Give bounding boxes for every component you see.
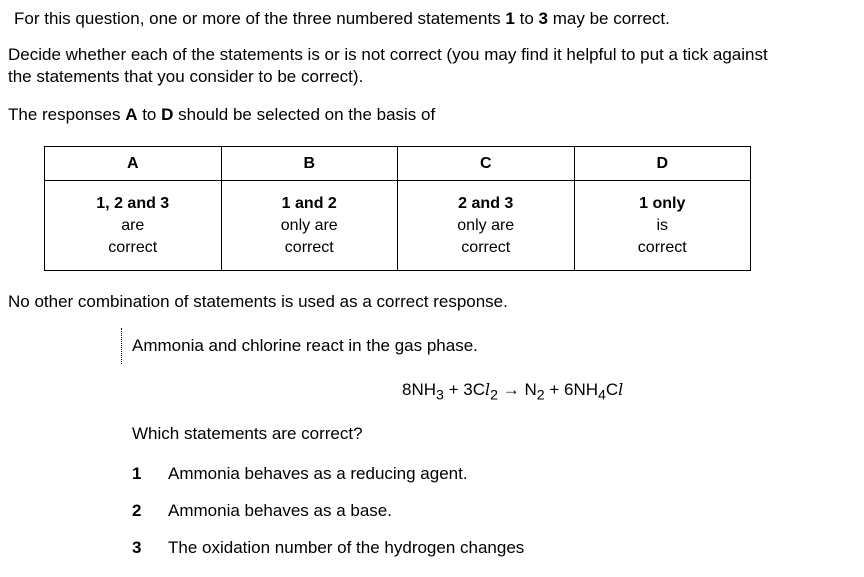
eq-part: C (605, 380, 619, 399)
response-key-table (44, 146, 751, 271)
eq-part: + 3C (443, 380, 485, 399)
statement-text: Ammonia behaves as a reducing agent. (168, 464, 468, 483)
intro-text: to (142, 105, 157, 124)
intro-text: For this (14, 9, 71, 28)
eq-subscript: 2 (490, 387, 498, 404)
margin-dotted-line (121, 328, 122, 364)
intro-text: The responses (8, 105, 121, 124)
eq-part: 8NH (402, 380, 437, 399)
instruction-line-3 (8, 105, 435, 125)
response-letter: D (161, 105, 174, 124)
cell-line: 1 and 2 (281, 194, 337, 212)
instruction-line-2 (8, 44, 768, 88)
cell-line: 1, 2 and 3 (96, 194, 170, 212)
table-header-row (45, 147, 751, 181)
intro-text: question, one or more of the three numbered statements (75, 9, 501, 28)
statement-2 (132, 501, 392, 521)
response-cell-b (221, 181, 398, 271)
table-row (45, 181, 751, 271)
eq-italic-l: l (485, 380, 491, 399)
cell-line: are (121, 216, 145, 234)
cell-line: 2 and 3 (458, 194, 514, 212)
eq-subscript: 2 (536, 387, 545, 404)
cell-line: correct (637, 238, 687, 256)
statement-number: 2 (132, 501, 142, 520)
cell-line: 1 only (639, 194, 686, 212)
cell-line: only are (457, 216, 515, 234)
statement-number: 3 (538, 9, 548, 28)
combination-note: No other combination of statements is used as a correct response. (8, 292, 508, 311)
cell-line: only are (280, 216, 338, 234)
intro-text: to (519, 9, 534, 28)
header-cell-c: C (398, 147, 575, 181)
cell-line: correct (461, 238, 511, 256)
response-letter: A (125, 105, 138, 124)
instruction-line-1 (14, 9, 670, 29)
question-prompt: Which statements are correct? (132, 424, 363, 443)
statement-number: 1 (132, 464, 142, 483)
statement-1 (132, 464, 468, 484)
eq-italic-l: l (618, 380, 624, 399)
intro-text: may be correct. (552, 9, 670, 28)
statement-number: 1 (505, 9, 515, 28)
instruction-text: the statements that you consider to be correct). (8, 67, 364, 86)
response-cell-c (398, 181, 575, 271)
header-cell-a: A (45, 147, 222, 181)
statement-3 (132, 538, 524, 558)
eq-part: → N (498, 380, 537, 399)
intro-text: should be selected on the basis of (178, 105, 436, 124)
eq-subscript: 3 (436, 387, 444, 404)
cell-line: correct (284, 238, 334, 256)
eq-subscript: 4 (598, 387, 606, 404)
header-cell-d: D (574, 147, 751, 181)
instruction-text: Decide whether each of the statements is or is not correct (you may find it helpful to put a tick against (8, 45, 768, 64)
statement-text: Ammonia behaves as a base. (168, 501, 392, 520)
eq-part: + 6NH (544, 380, 598, 399)
statement-text: The oxidation number of the hydrogen changes (168, 538, 525, 557)
response-cell-d (574, 181, 751, 271)
reaction-equation (402, 380, 623, 405)
question-stem: Ammonia and chlorine react in the gas phase. (132, 336, 478, 355)
cell-line: correct (108, 238, 158, 256)
statement-number: 3 (132, 538, 142, 557)
header-cell-b: B (221, 147, 398, 181)
response-cell-a (45, 181, 222, 271)
cell-line: is (656, 216, 669, 234)
